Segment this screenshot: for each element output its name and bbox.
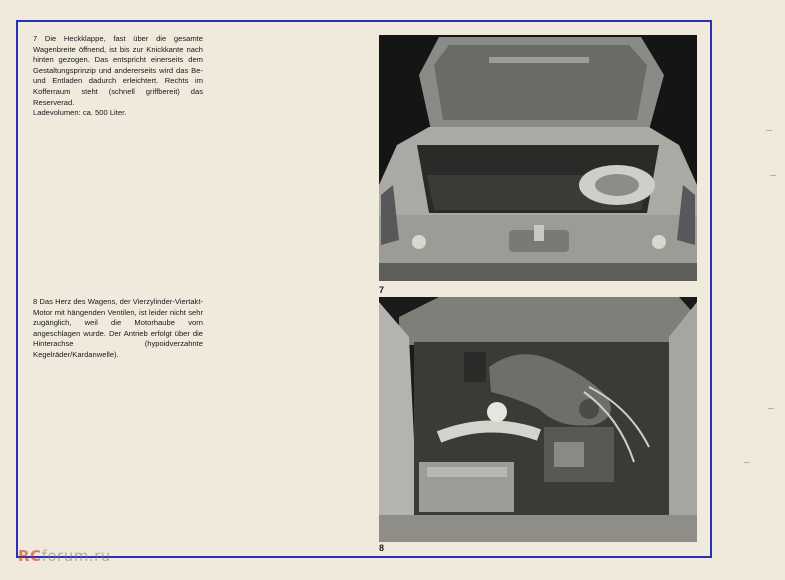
caption-7-volume: Ladevolumen: ca. 500 Liter. <box>33 108 127 118</box>
photo-open-trunk <box>379 35 697 281</box>
caption-figure-8 <box>33 297 203 361</box>
watermark-part-1: RC <box>18 547 42 565</box>
watermark-part-2: forum.ru <box>41 547 111 565</box>
caption-8-text: 8 Das Herz des Wagens, der Vierzylinder-Viertakt-Motor mit hängenden Ventilen, ist leider nicht sehr zugänglich, weil die Motorhaube vorn angeschlagen wurde. Der Antrieb erfolgt über die Hinterachse (hypoidverzahnte Kegelräder/Kardanwelle). <box>33 297 203 359</box>
watermark-logo <box>18 547 111 565</box>
figure-number-7: 7 <box>379 285 385 295</box>
caption-7-text: 7 Die Heckklappe, fast über die gesamte Wagenbreite öffnend, ist bis zur Knickkante nach hinten gezogen. Das entspricht einerseits dem Gestaltungsprinzip und andererseits wird das Be- und Entladen dadurch erleichtert. Rechts im Kofferraum steht (schnell griffbereit) das Reserverad. <box>33 34 203 107</box>
caption-figure-7 <box>33 34 203 119</box>
photo-engine-bay <box>379 297 697 542</box>
figure-number-8: 8 <box>379 543 385 553</box>
